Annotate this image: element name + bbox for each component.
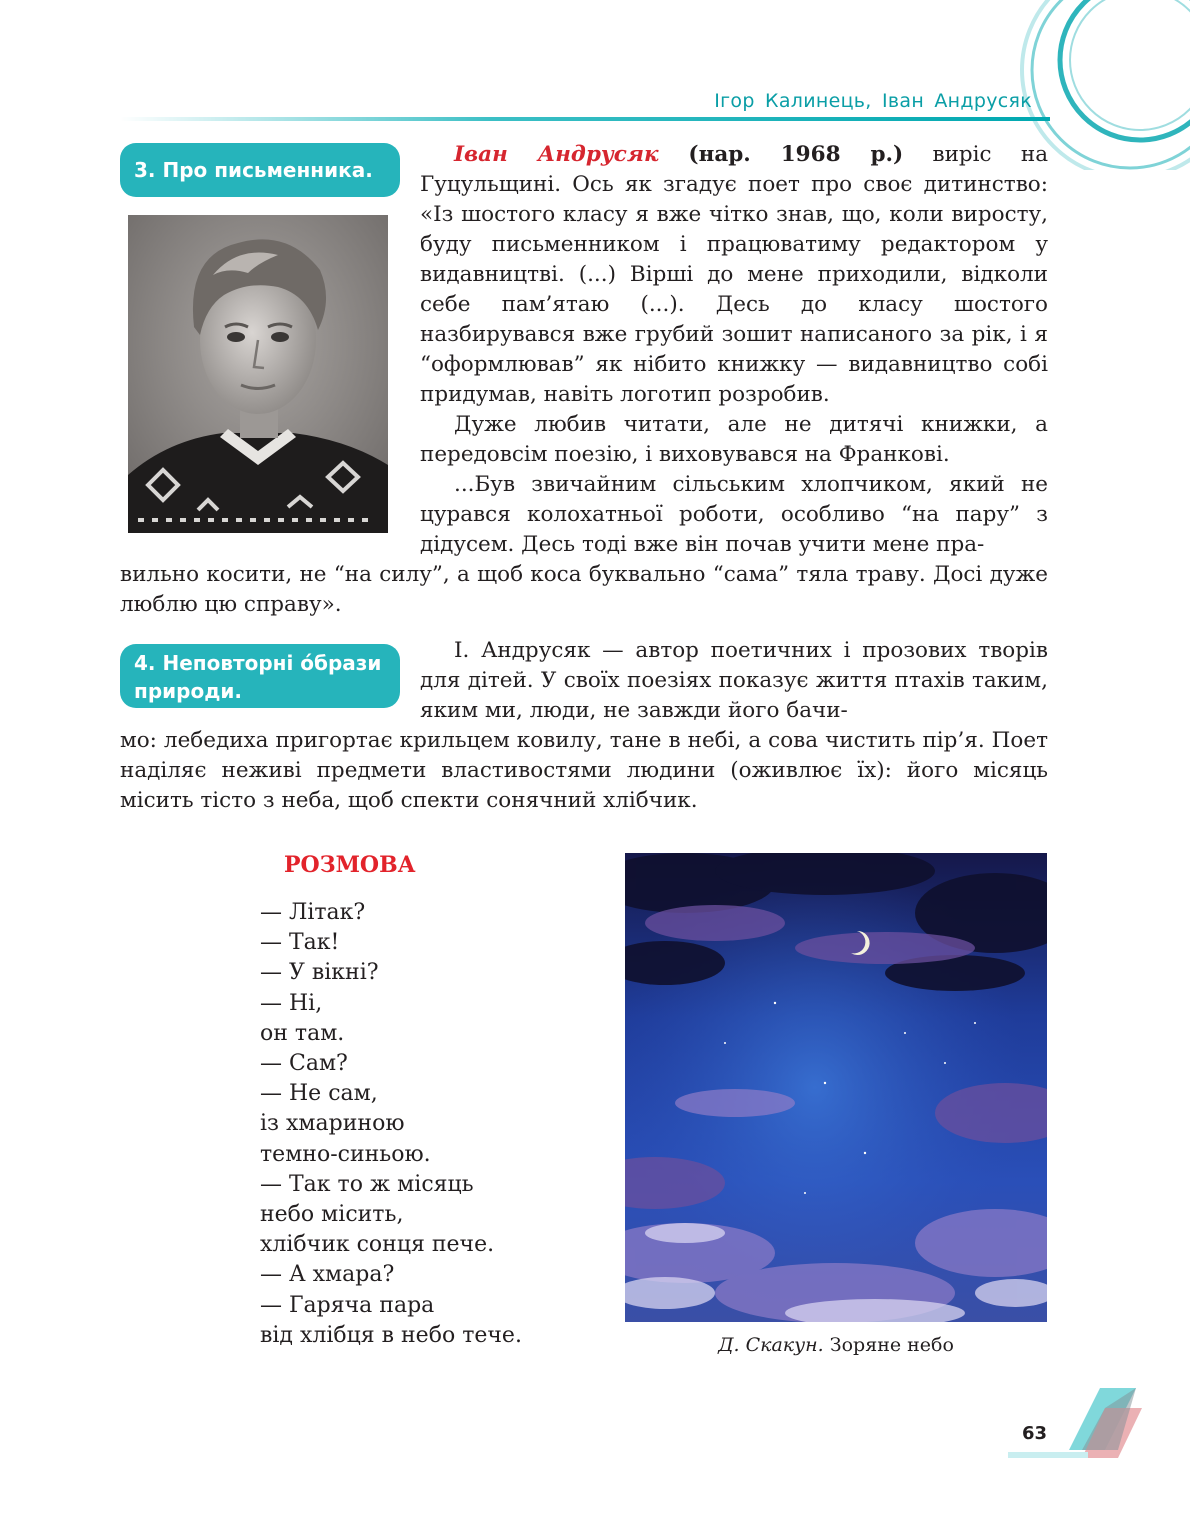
- poem-line: — Так то ж місяць: [260, 1171, 474, 1197]
- poem-line: темно-синьою.: [260, 1141, 431, 1167]
- poem-line: хлібчик сонця пече.: [260, 1232, 495, 1258]
- painting-caption: [625, 1334, 1047, 1356]
- section3-paragraph-1: [420, 140, 1048, 410]
- section-tag-about-writer: [120, 143, 400, 197]
- section4-text: [420, 636, 1048, 726]
- poem-line: — Ні,: [260, 990, 323, 1016]
- painting-author: Д. Скакун.: [718, 1334, 824, 1356]
- poem-line: он там.: [260, 1020, 345, 1046]
- poem-line: із хмариною: [260, 1111, 405, 1137]
- section-tag-nature-images: [120, 644, 400, 708]
- poem-line: — Так!: [260, 930, 340, 956]
- poem-line: — У вікні?: [260, 960, 379, 986]
- author-name: Іван Андрусяк: [454, 142, 659, 167]
- poem-line: — Гаряча пара: [260, 1292, 435, 1318]
- poem-body: [260, 898, 522, 1351]
- poem-line: — Літак?: [260, 900, 366, 925]
- starry-sky-painting: [625, 853, 1047, 1322]
- poem-line: від хлібця в небо тече.: [260, 1322, 522, 1348]
- running-head: Ігор Калинець, Іван Андрусяк: [714, 90, 1032, 112]
- author-portrait: [128, 215, 388, 533]
- poem-line: — Не сам,: [260, 1081, 378, 1107]
- section3-paragraph-3-end: вильно косити, не “на силу”, а щоб коса буквально “сама” тяла траву. Досі дуже люблю цю справу».: [120, 562, 1048, 617]
- section3-p1-rest: виріс на Гуцульщині. Ось як згадує поет про своє дитинство: «Із шостого класу я вже чітко знав, що, коли виросту, буду письменником і працюватиму редактором у видавництві. (...) Вірші до мене приходили, відколи себе пам’ятаю (...). Десь до класу шостого назбирувався вже грубий зошит написаного за рік, і я “оформлював” як нібито книжку — видавництво собі придумав, навіть логотип розробив.: [420, 142, 1049, 407]
- poem-line: — Сам?: [260, 1051, 348, 1077]
- section4-paragraph-end: мо: лебедиха пригортає крильцем ковилу, тане в небі, а сова чистить пір’я. Поет наділяє неживі предмети властивостями людини (оживлює їх): його місяць місить тісто з неба, щоб спекти сонячний хлібчик.: [120, 728, 1048, 813]
- section4-paragraph-start: І. Андрусяк — автор поетичних і прозових творів для дітей. У своїх поезіях показує життя птахів таким, яким ми, люди, не завжди його бачи-: [420, 638, 1048, 723]
- section3-paragraph-3-start: ...Був звичайним сільським хлопчиком, який не цурався колохатньої роботи, особливо “на пару” з дідусем. Десь тоді вже він почав учити мене пра-: [420, 472, 1048, 557]
- section-tag-line-1: 4. Неповторні óбрази: [134, 651, 382, 675]
- poem-title: РОЗМОВА: [284, 852, 416, 878]
- section3-paragraph-2: Дуже любив читати, але не дитячі книжки, а передовсім поезію, і виховувався на Франкові.: [420, 412, 1048, 467]
- section-tag-label: 3. Про письменника.: [134, 158, 373, 182]
- section-tag-line-2: природи.: [134, 679, 242, 703]
- header-rule: [120, 117, 1050, 121]
- page-number: 63: [1022, 1423, 1048, 1444]
- painting-title: Зоряне небо: [823, 1334, 954, 1356]
- poem-line: — А хмара?: [260, 1262, 395, 1288]
- author-years: (нар. 1968 р.): [658, 142, 904, 167]
- poem-line: небо місить,: [260, 1202, 404, 1228]
- section3-text: [420, 140, 1048, 560]
